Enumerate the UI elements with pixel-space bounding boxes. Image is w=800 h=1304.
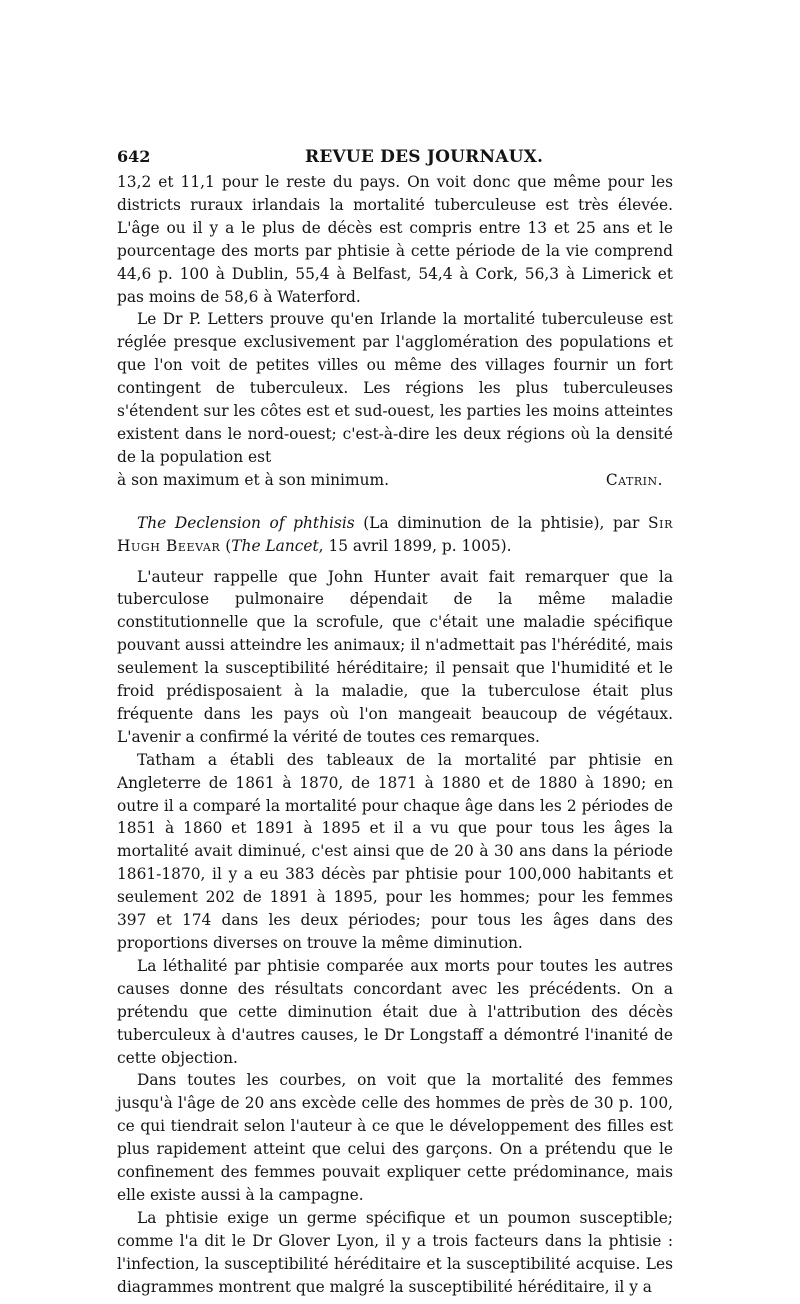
review-source-details: , 15 avril 1899, p. 1005). — [318, 536, 512, 555]
review-heading — [117, 512, 673, 558]
journal-page — [117, 143, 673, 1299]
letters-paragraph: Le Dr P. Letters prouve qu'en Irlande la mortalité tuberculeuse est réglée presque exclusivement par l'agglomération des populations et que l'on voit de petites villes ou même des villages fournir un fort contingent de tuberculeux. Les régions les plus tuberculeuses s'étendent sur les côtes est et sud-ouest, les parties les moins atteintes existent dans le nord-ouest; c'est-à-dire les deux régions où la densité de la population est — [117, 310, 673, 466]
heading-gap — [117, 558, 673, 566]
running-title: REVUE DES JOURNAUX. — [305, 147, 544, 167]
review-journal: The Lancet — [231, 536, 319, 555]
letters-paragraph-end: à son maximum et à son minimum. — [117, 470, 389, 489]
page-number: 642 — [117, 147, 151, 166]
body-text — [117, 171, 673, 1299]
review-paragraph-3: La léthalité par phtisie comparée aux morts pour toutes les autres causes donne des résultats concordant avec les précédents. On a prétendu que cette diminution était due à l'attribution des décès tuberculeux à d'autres causes, le Dr Longstaff a démontré l'inanité de cette objection. — [117, 956, 673, 1067]
review-paragraph-4: Dans toutes les courbes, on voit que la mortalité des femmes jusqu'à l'âge de 20 ans excède celle des hommes de près de 30 p. 100, ce qui tiendrait selon l'auteur à ce que le développement des filles est plus rapidement atteint que celui des garçons. On a prétendu que le confinement des femmes pouvait expliquer cette prédominance, mais elle existe aussi à la campagne. — [117, 1071, 673, 1204]
section-gap — [117, 492, 673, 512]
signature-line — [117, 469, 673, 492]
continuation-paragraph: 13,2 et 11,1 pour le reste du pays. On voit donc que même pour les districts ruraux irlandais la mortalité tuberculeuse est très élevée. L'âge ou il y a le plus de décès est compris entre 13 et 25 ans et le pourcentage des morts par phtisie à cette période de la vie comprend 44,6 p. 100 à Dublin, 55,4 à Belfast, 54,4 à Cork, 56,3 à Limerick et pas moins de 58,6 à Waterford. — [117, 173, 673, 306]
review-paragraph-1: L'auteur rappelle que John Hunter avait fait remarquer que la tuberculose pulmonaire dépendait de la même maladie constitutionnelle que la scrofule, que c'était une maladie spécifique pouvant aussi atteindre les animaux; il n'admettait pas l'hérédité, mais seulement la susceptibilité héréditaire; il pensait que l'humidité et le froid prédisposaient à la maladie, que la tuberculose était plus fréquente dans les pays où l'on mangeait beaucoup de végétaux. L'avenir a confirmé la vérité de toutes ces remarques. — [117, 567, 673, 746]
review-title: The Declension of phthisis — [137, 513, 355, 532]
review-paragraph-5: La phtisie exige un germe spécifique et un poumon susceptible; comme l'a dit le Dr Glover Lyon, il y a trois facteurs dans la phtisie : l'infection, la susceptibilité héréditaire et la susceptibilité acquise. Les diagrammes montrent que malgré la susceptibilité héréditaire, il y a — [117, 1208, 673, 1296]
review-source-open: ( — [220, 536, 232, 555]
review-author: Sir Hugh Beevar — [117, 513, 674, 555]
running-head — [117, 143, 673, 171]
review-paragraph-2: Tatham a établi des tableaux de la mortalité par phtisie en Angleterre de 1861 à 1870, de 1871 à 1880 et de 1880 à 1890; en outre il a comparé la mortalité pour chaque âge dans les 2 périodes de 1851 à 1860 et 1891 à 1895 et il a vu que pour tous les âges la mortalité avait diminué, c'est ainsi que de 20 à 30 ans dans la période 1861-1870, il y a eu 383 décès par phtisie pour 100,000 habitants et seulement 202 de 1891 à 1895, pour les hommes; pour les femmes 397 et 174 dans les deux périodes; pour tous les âges dans des proportions diverses on trouve la même diminution. — [117, 750, 673, 952]
author-signature: Catrin. — [605, 470, 663, 489]
review-translation: (La diminution de la phtisie), par — [354, 513, 649, 532]
